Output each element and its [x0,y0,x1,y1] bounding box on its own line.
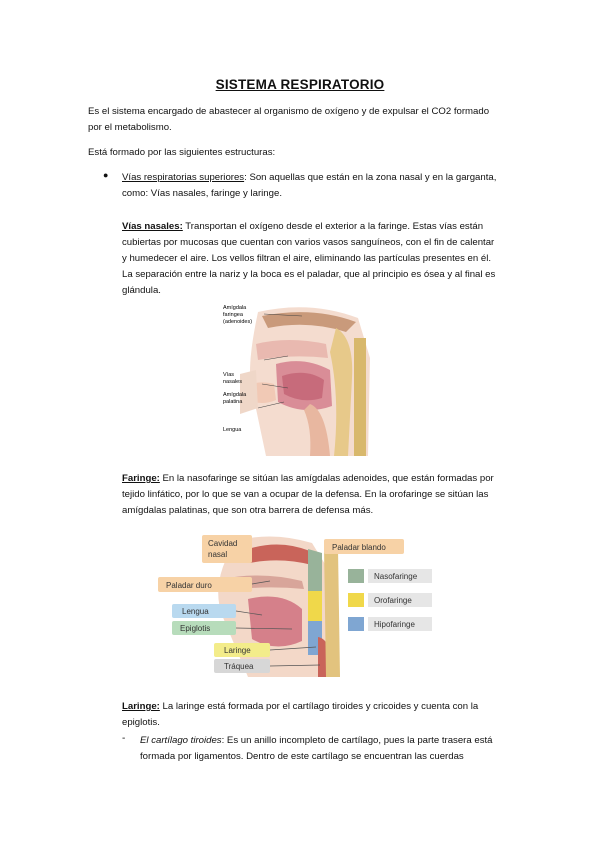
page-title: SISTEMA RESPIRATORIO [215,77,385,92]
label-lengua: Lengua [223,427,242,433]
dash-bullet: - [122,733,126,744]
laringe-heading: Laringe: [122,701,160,712]
faringe-line-1 [122,471,494,487]
vias-nasales-line-3: y humedecer el aire. Los vellos filtran el aire, eliminando las partículas presentes en él. [122,253,492,264]
label-amigdala-faringea: Amígdala [223,305,247,311]
label-traquea: Tráquea [224,662,254,671]
label-orofaringe: Orofaringe [374,596,412,605]
vias-nasales-line-1 [122,219,483,235]
vias-nasales-text: Transportan el oxígeno desde el exterior a la faringe. Estas vías están [182,221,484,232]
intro-line-2: por el metabolismo. [88,122,172,133]
laringe-line-2: epiglotis. [122,717,160,728]
label-laringe-fig: Laringe [224,646,251,655]
faringe-line-3: amígdalas palatinas, que son otra barrera de defensa más. [122,505,374,516]
vias-nasales-line-5: glándula. [122,285,161,296]
legend-swatch-hipofaringe [348,617,364,631]
label-paladar-blando: Paladar blando [332,543,386,552]
figure-nasal-anatomy [218,298,380,458]
intro-line-1: Es el sistema encargado de abastecer al organismo de oxígeno y de expulsar el CO2 formado [88,106,490,117]
faringe-text: En la nasofaringe se sitúan las amígdalas adenoides, que están formadas por [159,473,494,484]
label-paladar-duro: Paladar duro [166,581,212,590]
label-faringea: faringea [223,312,243,318]
cartilago-line-2: formada por ligamentos. Dentro de este cartílago se encuentran las cuerdas [140,751,464,762]
label-cavidad: Cavidad [208,539,238,548]
cartilago-line-1 [140,733,493,749]
label-epiglotis: Epiglotis [180,624,211,633]
laringe-text: La laringe está formada por el cartílago tiroides y cricoides y cuenta con la [159,701,479,712]
label-adenoides: (adenoides) [223,319,253,325]
label-cavidad-nasal: nasal [208,550,228,559]
label-lengua-2: Lengua [182,607,209,616]
legend-swatch-orofaringe [348,593,364,607]
label-hipofaringe: Hipofaringe [374,620,415,629]
figure-faringe-diagram [152,529,442,677]
label-nasales: nasales [223,379,242,385]
vias-nasales-heading: Vías nasales: [122,221,183,232]
structures-intro: Está formado por las siguientes estructuras: [88,147,276,158]
vias-superiores-heading: Vías respiratorias superiores [122,172,245,183]
vias-nasales-line-2: cubiertas por mucosas que cuentan con varios vasos sanguíneos, con el fin de calentar [122,237,495,248]
cartilago-heading: El cartílago tiroides [140,735,222,746]
faringe-heading: Faringe: [122,473,160,484]
laringe-line-1 [122,699,478,715]
vias-superiores-text: : Son aquellas que están en la zona nasal y en la garganta, [244,172,497,183]
vias-superiores-line-1 [122,170,496,186]
label-amigdala-palatina: Amígdala [223,392,247,398]
label-vias: Vías [223,372,235,378]
label-palatina: palatina [223,399,243,405]
vias-nasales-line-4: La separación entre la nariz y la boca es el paladar, que al principio es ósea y al final es [122,269,496,280]
faringe-line-2: tejido linfático, por lo que se van a ocupar de la defensa. En la orofaringe se sitúan las [122,489,489,500]
cartilago-text: : Es un anillo incompleto de cartílago, pues la parte trasera está [221,735,493,746]
label-nasofaringe: Nasofaringe [374,572,418,581]
vias-superiores-line-2: como: Vías nasales, faringe y laringe. [122,188,282,199]
bullet-icon: ● [103,170,109,180]
legend-swatch-nasofaringe [348,569,364,583]
